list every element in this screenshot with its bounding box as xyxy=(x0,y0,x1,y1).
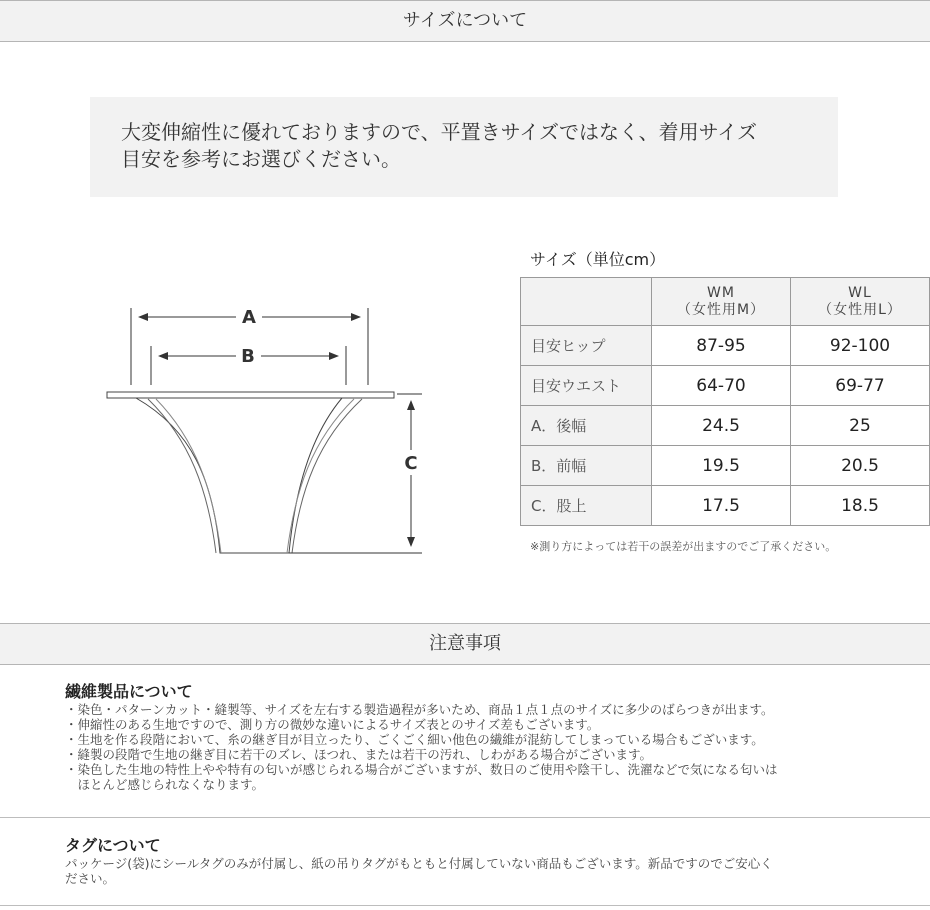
c-arrowhead-bottom xyxy=(407,537,415,547)
column-header-wl-line2: （女性用L） xyxy=(818,301,902,318)
cell-wl: 18.5 xyxy=(791,486,930,526)
row-label: A．後幅 xyxy=(521,406,652,446)
table-row xyxy=(521,446,930,486)
cell-wl: 92-100 xyxy=(791,326,930,366)
table-header-row xyxy=(521,278,930,326)
b-arrowhead-right xyxy=(329,352,339,360)
c-arrowhead-top xyxy=(407,400,415,410)
care-item: ・生地を作る段階において、糸の継ぎ目が目立ったり、ごくごく細い他色の繊維が混紡してしまっている場合もございます。 xyxy=(65,732,764,747)
row-label: 目安ヒップ xyxy=(521,326,652,366)
column-header-wl xyxy=(791,278,930,326)
column-header-wm-line2: （女性用M） xyxy=(676,301,766,318)
column-header-wm-line1: WM xyxy=(707,284,735,301)
cell-wm: 17.5 xyxy=(652,486,791,526)
cell-wl: 20.5 xyxy=(791,446,930,486)
cell-wm: 64-70 xyxy=(652,366,791,406)
row-label: B．前幅 xyxy=(521,446,652,486)
b-arrowhead-left xyxy=(158,352,168,360)
care-item: ・染色した生地の特性上やや特有の匂いが感じられる場合がございますが、数日のご使用や陰干し、洗濯などで気になる匂いは xyxy=(65,762,778,777)
table-corner-cell xyxy=(521,278,652,326)
a-arrowhead-right xyxy=(351,313,361,321)
cell-wl: 25 xyxy=(791,406,930,446)
care-item: ほとんど感じられなくなります。 xyxy=(65,777,265,792)
section-divider xyxy=(0,817,930,818)
size-table-caption: サイズ（単位cm） xyxy=(530,250,666,269)
tag-section xyxy=(65,836,885,886)
a-arrowhead-left xyxy=(138,313,148,321)
column-header-wl-line1: WL xyxy=(848,284,872,301)
care-item: ・縫製の段階で生地の継ぎ目に若干のズレ、ほつれ、または若干の汚れ、しわがある場合がございます。 xyxy=(65,747,653,762)
care-item: ・伸縮性のある生地ですので、測り方の微妙な違いによるサイズ表とのサイズ差もございます。 xyxy=(65,717,600,732)
bottom-divider xyxy=(0,905,930,906)
column-header-wm xyxy=(652,278,791,326)
intro-line-1: 大変伸縮性に優れておりますので、平置きサイズではなく、着用サイズ xyxy=(121,120,757,144)
care-item: ・染色・パターンカット・縫製等、サイズを左右する製造過程が多いため、商品１点１点のサイズに多少のばらつきが出ます。 xyxy=(65,702,774,717)
cell-wm: 19.5 xyxy=(652,446,791,486)
cell-wm: 24.5 xyxy=(652,406,791,446)
size-section-header: サイズについて xyxy=(0,0,930,42)
row-label: C．股上 xyxy=(521,486,652,526)
intro-line-2: 目安を参考にお選びください。 xyxy=(121,147,401,171)
table-row xyxy=(521,366,930,406)
table-row xyxy=(521,486,930,526)
garment-outline xyxy=(107,392,394,553)
tag-text-line-1: パッケージ(袋)にシールタグのみが付属し、紙の吊りタグがもともと付属していない商品もございます。新品ですのでご安心く xyxy=(65,856,773,871)
size-diagram xyxy=(100,300,430,560)
measurement-note: ※測り方によっては若干の誤差が出ますのでご了承ください。 xyxy=(530,540,837,553)
notice-section-header: 注意事項 xyxy=(0,623,930,665)
table-row xyxy=(521,406,930,446)
label-b: B xyxy=(241,346,255,367)
tag-title: タグについて xyxy=(65,836,161,855)
label-a: A xyxy=(242,307,256,328)
textile-care-title: 繊維製品について xyxy=(65,682,193,701)
table-row xyxy=(521,326,930,366)
size-table xyxy=(520,277,930,526)
tag-text-line-2: ださい。 xyxy=(65,871,116,886)
intro-box xyxy=(90,97,838,197)
textile-care-section xyxy=(65,682,885,792)
label-c: C xyxy=(404,453,418,474)
row-label: 目安ウエスト xyxy=(521,366,652,406)
cell-wm: 87-95 xyxy=(652,326,791,366)
cell-wl: 69-77 xyxy=(791,366,930,406)
